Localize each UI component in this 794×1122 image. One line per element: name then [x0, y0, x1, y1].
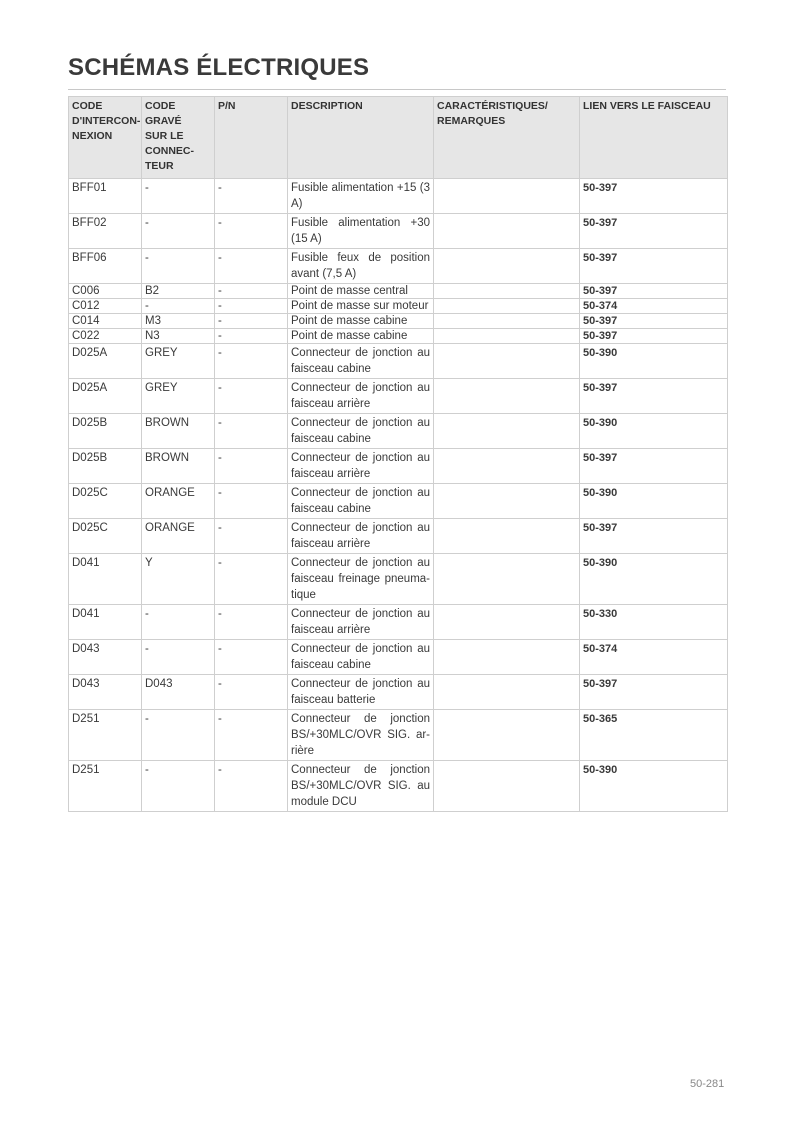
header-code-line1: CODE	[72, 100, 103, 112]
cell-link: 50-390	[580, 344, 728, 379]
cell-remarks	[434, 249, 580, 284]
cell-pn: -	[215, 414, 288, 449]
cell-description: Fusible alimentation +30 (15 A)	[288, 214, 434, 249]
cell-engraved: B2	[142, 284, 215, 299]
table-row	[69, 484, 728, 519]
table-row	[69, 519, 728, 554]
cell-pn: -	[215, 675, 288, 710]
header-description: DESCRIPTION	[288, 97, 434, 179]
cell-remarks	[434, 179, 580, 214]
cell-remarks	[434, 299, 580, 314]
cell-pn: -	[215, 314, 288, 329]
table-row	[69, 414, 728, 449]
cell-engraved: -	[142, 249, 215, 284]
cell-code: D025A	[69, 379, 142, 414]
table-row	[69, 179, 728, 214]
cell-engraved: BROWN	[142, 414, 215, 449]
table-row	[69, 379, 728, 414]
header-code	[69, 97, 142, 179]
table-row	[69, 640, 728, 675]
cell-remarks	[434, 329, 580, 344]
cell-code: D025C	[69, 484, 142, 519]
header-link: LIEN VERS LE FAISCEAU	[580, 97, 728, 179]
cell-pn: -	[215, 710, 288, 761]
cell-pn: -	[215, 379, 288, 414]
cell-link: 50-390	[580, 484, 728, 519]
cell-link: 50-390	[580, 554, 728, 605]
header-remarks-line1: CARACTÉRISTIQUES/	[437, 100, 548, 112]
cell-description: Connecteur de jonction au faisceau arrière	[288, 605, 434, 640]
cell-pn: -	[215, 554, 288, 605]
cell-engraved: -	[142, 761, 215, 812]
cell-code: BFF02	[69, 214, 142, 249]
header-pn: P/N	[215, 97, 288, 179]
cell-pn: -	[215, 299, 288, 314]
cell-link: 50-397	[580, 214, 728, 249]
cell-description: Point de masse cabine	[288, 314, 434, 329]
cell-pn: -	[215, 605, 288, 640]
cell-code: BFF01	[69, 179, 142, 214]
table-row	[69, 284, 728, 299]
cell-remarks	[434, 675, 580, 710]
cell-engraved: -	[142, 640, 215, 675]
cell-remarks	[434, 605, 580, 640]
cell-link: 50-365	[580, 710, 728, 761]
header-code-line2: D'INTERCON-	[72, 115, 141, 127]
cell-description: Connecteur de jonction au faisceau freinage pneuma-tique	[288, 554, 434, 605]
cell-remarks	[434, 519, 580, 554]
cell-link: 50-397	[580, 379, 728, 414]
cell-code: D041	[69, 554, 142, 605]
cell-code: C006	[69, 284, 142, 299]
table-row	[69, 314, 728, 329]
cell-code: C014	[69, 314, 142, 329]
cell-remarks	[434, 314, 580, 329]
table-row	[69, 344, 728, 379]
cell-link: 50-330	[580, 605, 728, 640]
cell-description: Connecteur de jonction au faisceau arrière	[288, 519, 434, 554]
cell-description: Connecteur de jonction au faisceau cabine	[288, 484, 434, 519]
cell-pn: -	[215, 761, 288, 812]
cell-pn: -	[215, 249, 288, 284]
cell-engraved: -	[142, 605, 215, 640]
cell-pn: -	[215, 179, 288, 214]
cell-link: 50-397	[580, 329, 728, 344]
cell-link: 50-397	[580, 675, 728, 710]
cell-pn: -	[215, 344, 288, 379]
table-row	[69, 249, 728, 284]
header-engraved-line1: CODE GRAVÉ	[145, 100, 182, 127]
cell-remarks	[434, 284, 580, 299]
cell-remarks	[434, 344, 580, 379]
cell-code: D025A	[69, 344, 142, 379]
cell-link: 50-397	[580, 314, 728, 329]
cell-engraved: GREY	[142, 379, 215, 414]
cell-pn: -	[215, 284, 288, 299]
cell-code: C012	[69, 299, 142, 314]
cell-engraved: -	[142, 214, 215, 249]
cell-engraved: -	[142, 710, 215, 761]
cell-pn: -	[215, 449, 288, 484]
cell-remarks	[434, 554, 580, 605]
cell-pn: -	[215, 519, 288, 554]
page-title: SCHÉMAS ÉLECTRIQUES	[68, 54, 370, 81]
table-row	[69, 710, 728, 761]
cell-remarks	[434, 214, 580, 249]
cell-code: C022	[69, 329, 142, 344]
cell-description: Fusible feux de position avant (7,5 A)	[288, 249, 434, 284]
cell-remarks	[434, 484, 580, 519]
cell-code: D025B	[69, 414, 142, 449]
cell-description: Connecteur de jonction au faisceau cabine	[288, 344, 434, 379]
cell-description: Connecteur de jonction au faisceau arrière	[288, 449, 434, 484]
cell-engraved: N3	[142, 329, 215, 344]
cell-link: 50-397	[580, 449, 728, 484]
cell-engraved: D043	[142, 675, 215, 710]
cell-pn: -	[215, 484, 288, 519]
cell-engraved: ORANGE	[142, 519, 215, 554]
cell-code: D251	[69, 761, 142, 812]
page-number: 50-281	[690, 1078, 725, 1090]
cell-engraved: -	[142, 179, 215, 214]
cell-remarks	[434, 761, 580, 812]
cell-code: D043	[69, 675, 142, 710]
cell-link: 50-397	[580, 284, 728, 299]
cell-link: 50-374	[580, 640, 728, 675]
cell-engraved: GREY	[142, 344, 215, 379]
cell-remarks	[434, 710, 580, 761]
table-row	[69, 761, 728, 812]
cell-description: Connecteur de jonction BS/+30MLC/OVR SIG. au module DCU	[288, 761, 434, 812]
cell-link: 50-397	[580, 519, 728, 554]
cell-code: D025B	[69, 449, 142, 484]
cell-link: 50-390	[580, 414, 728, 449]
cell-pn: -	[215, 214, 288, 249]
cell-description: Connecteur de jonction au faisceau arrière	[288, 379, 434, 414]
table-header-row	[69, 97, 728, 179]
cell-link: 50-397	[580, 249, 728, 284]
cell-description: Point de masse cabine	[288, 329, 434, 344]
cell-description: Connecteur de jonction au faisceau batterie	[288, 675, 434, 710]
cell-code: D043	[69, 640, 142, 675]
header-engraved-line3: CONNEC-	[145, 145, 194, 157]
cell-pn: -	[215, 640, 288, 675]
cell-code: BFF06	[69, 249, 142, 284]
cell-link: 50-390	[580, 761, 728, 812]
cell-engraved: BROWN	[142, 449, 215, 484]
cell-description: Connecteur de jonction BS/+30MLC/OVR SIG. ar-rière	[288, 710, 434, 761]
table-row	[69, 214, 728, 249]
cell-engraved: ORANGE	[142, 484, 215, 519]
cell-engraved: M3	[142, 314, 215, 329]
table-row	[69, 329, 728, 344]
cell-remarks	[434, 640, 580, 675]
cell-description: Point de masse sur moteur	[288, 299, 434, 314]
cell-link: 50-374	[580, 299, 728, 314]
table-row	[69, 675, 728, 710]
cell-description: Connecteur de jonction au faisceau cabine	[288, 640, 434, 675]
title-divider	[68, 89, 726, 90]
cell-link: 50-397	[580, 179, 728, 214]
cell-code: D041	[69, 605, 142, 640]
cell-remarks	[434, 414, 580, 449]
cell-pn: -	[215, 329, 288, 344]
cell-description: Fusible alimentation +15 (3 A)	[288, 179, 434, 214]
cell-engraved: -	[142, 299, 215, 314]
cell-engraved: Y	[142, 554, 215, 605]
cell-description: Point de masse central	[288, 284, 434, 299]
cell-remarks	[434, 449, 580, 484]
cell-code: D251	[69, 710, 142, 761]
header-engraved-code	[142, 97, 215, 179]
table-row	[69, 605, 728, 640]
cell-description: Connecteur de jonction au faisceau cabine	[288, 414, 434, 449]
header-engraved-line4: TEUR	[145, 160, 174, 172]
table-row	[69, 554, 728, 605]
cell-code: D025C	[69, 519, 142, 554]
header-remarks-line2: REMARQUES	[437, 115, 506, 127]
wiring-table	[68, 96, 728, 812]
header-remarks	[434, 97, 580, 179]
table-row	[69, 299, 728, 314]
table-row	[69, 449, 728, 484]
cell-remarks	[434, 379, 580, 414]
header-engraved-line2: SUR LE	[145, 130, 184, 142]
header-code-line3: NEXION	[72, 130, 113, 142]
